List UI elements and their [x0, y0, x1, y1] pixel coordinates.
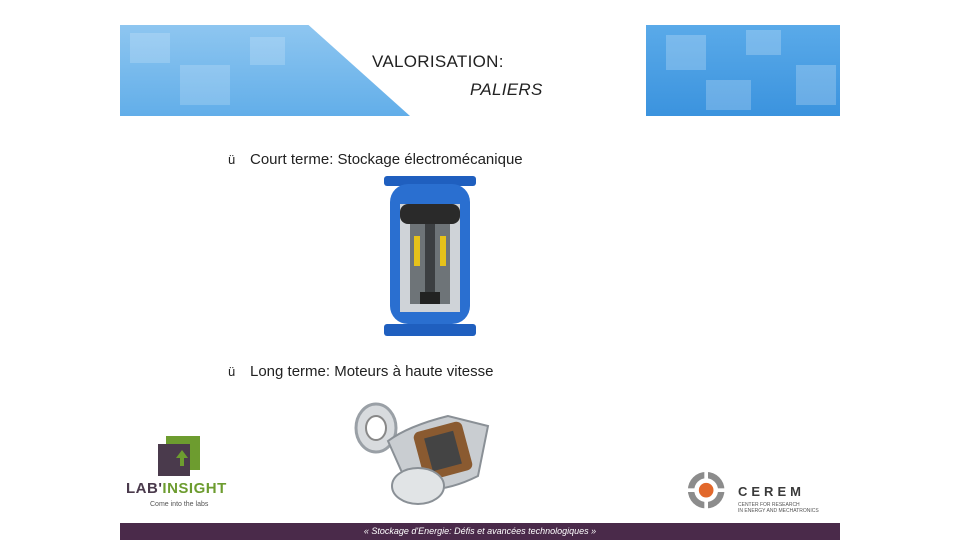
- cerem-subtitle-line1: CENTER FOR RESEARCH: [738, 502, 800, 508]
- check-icon: ü: [228, 152, 236, 167]
- lab-name-part1: LAB': [126, 480, 163, 497]
- lab-insight-name: [126, 480, 227, 497]
- lab-insight-logo: [120, 434, 235, 514]
- lab-insight-mark-icon: [158, 436, 200, 478]
- slide-subtitle: PALIERS: [470, 80, 543, 99]
- cerem-subtitle: [738, 502, 838, 514]
- bullet-long-term: [228, 363, 493, 380]
- cerem-subtitle-line2: IN ENERGY AND MECHATRONICS: [738, 508, 819, 514]
- cerem-name: CEREM: [738, 484, 805, 499]
- lab-insight-tagline: Come into the labs: [150, 501, 209, 508]
- header-banner-right: [646, 25, 840, 116]
- footer-text: « Stockage d'Energie: Défis et avancées technologiques »: [363, 526, 597, 536]
- cerem-logo: [686, 470, 846, 518]
- motor-image: [348, 386, 498, 516]
- slide-title: VALORISATION:: [372, 52, 504, 71]
- bullet-text: Long terme: Moteurs à haute vitesse: [250, 363, 494, 380]
- flywheel-image: [380, 174, 480, 340]
- footer-bar: [120, 523, 840, 540]
- check-icon: ü: [228, 364, 236, 379]
- lab-name-part2: INSIGHT: [162, 480, 227, 497]
- bullet-text: Court terme: Stockage électromécanique: [250, 151, 523, 168]
- bullet-short-term: [228, 151, 523, 168]
- header-banner-left: [120, 25, 410, 116]
- cerem-mark-icon: [686, 470, 730, 514]
